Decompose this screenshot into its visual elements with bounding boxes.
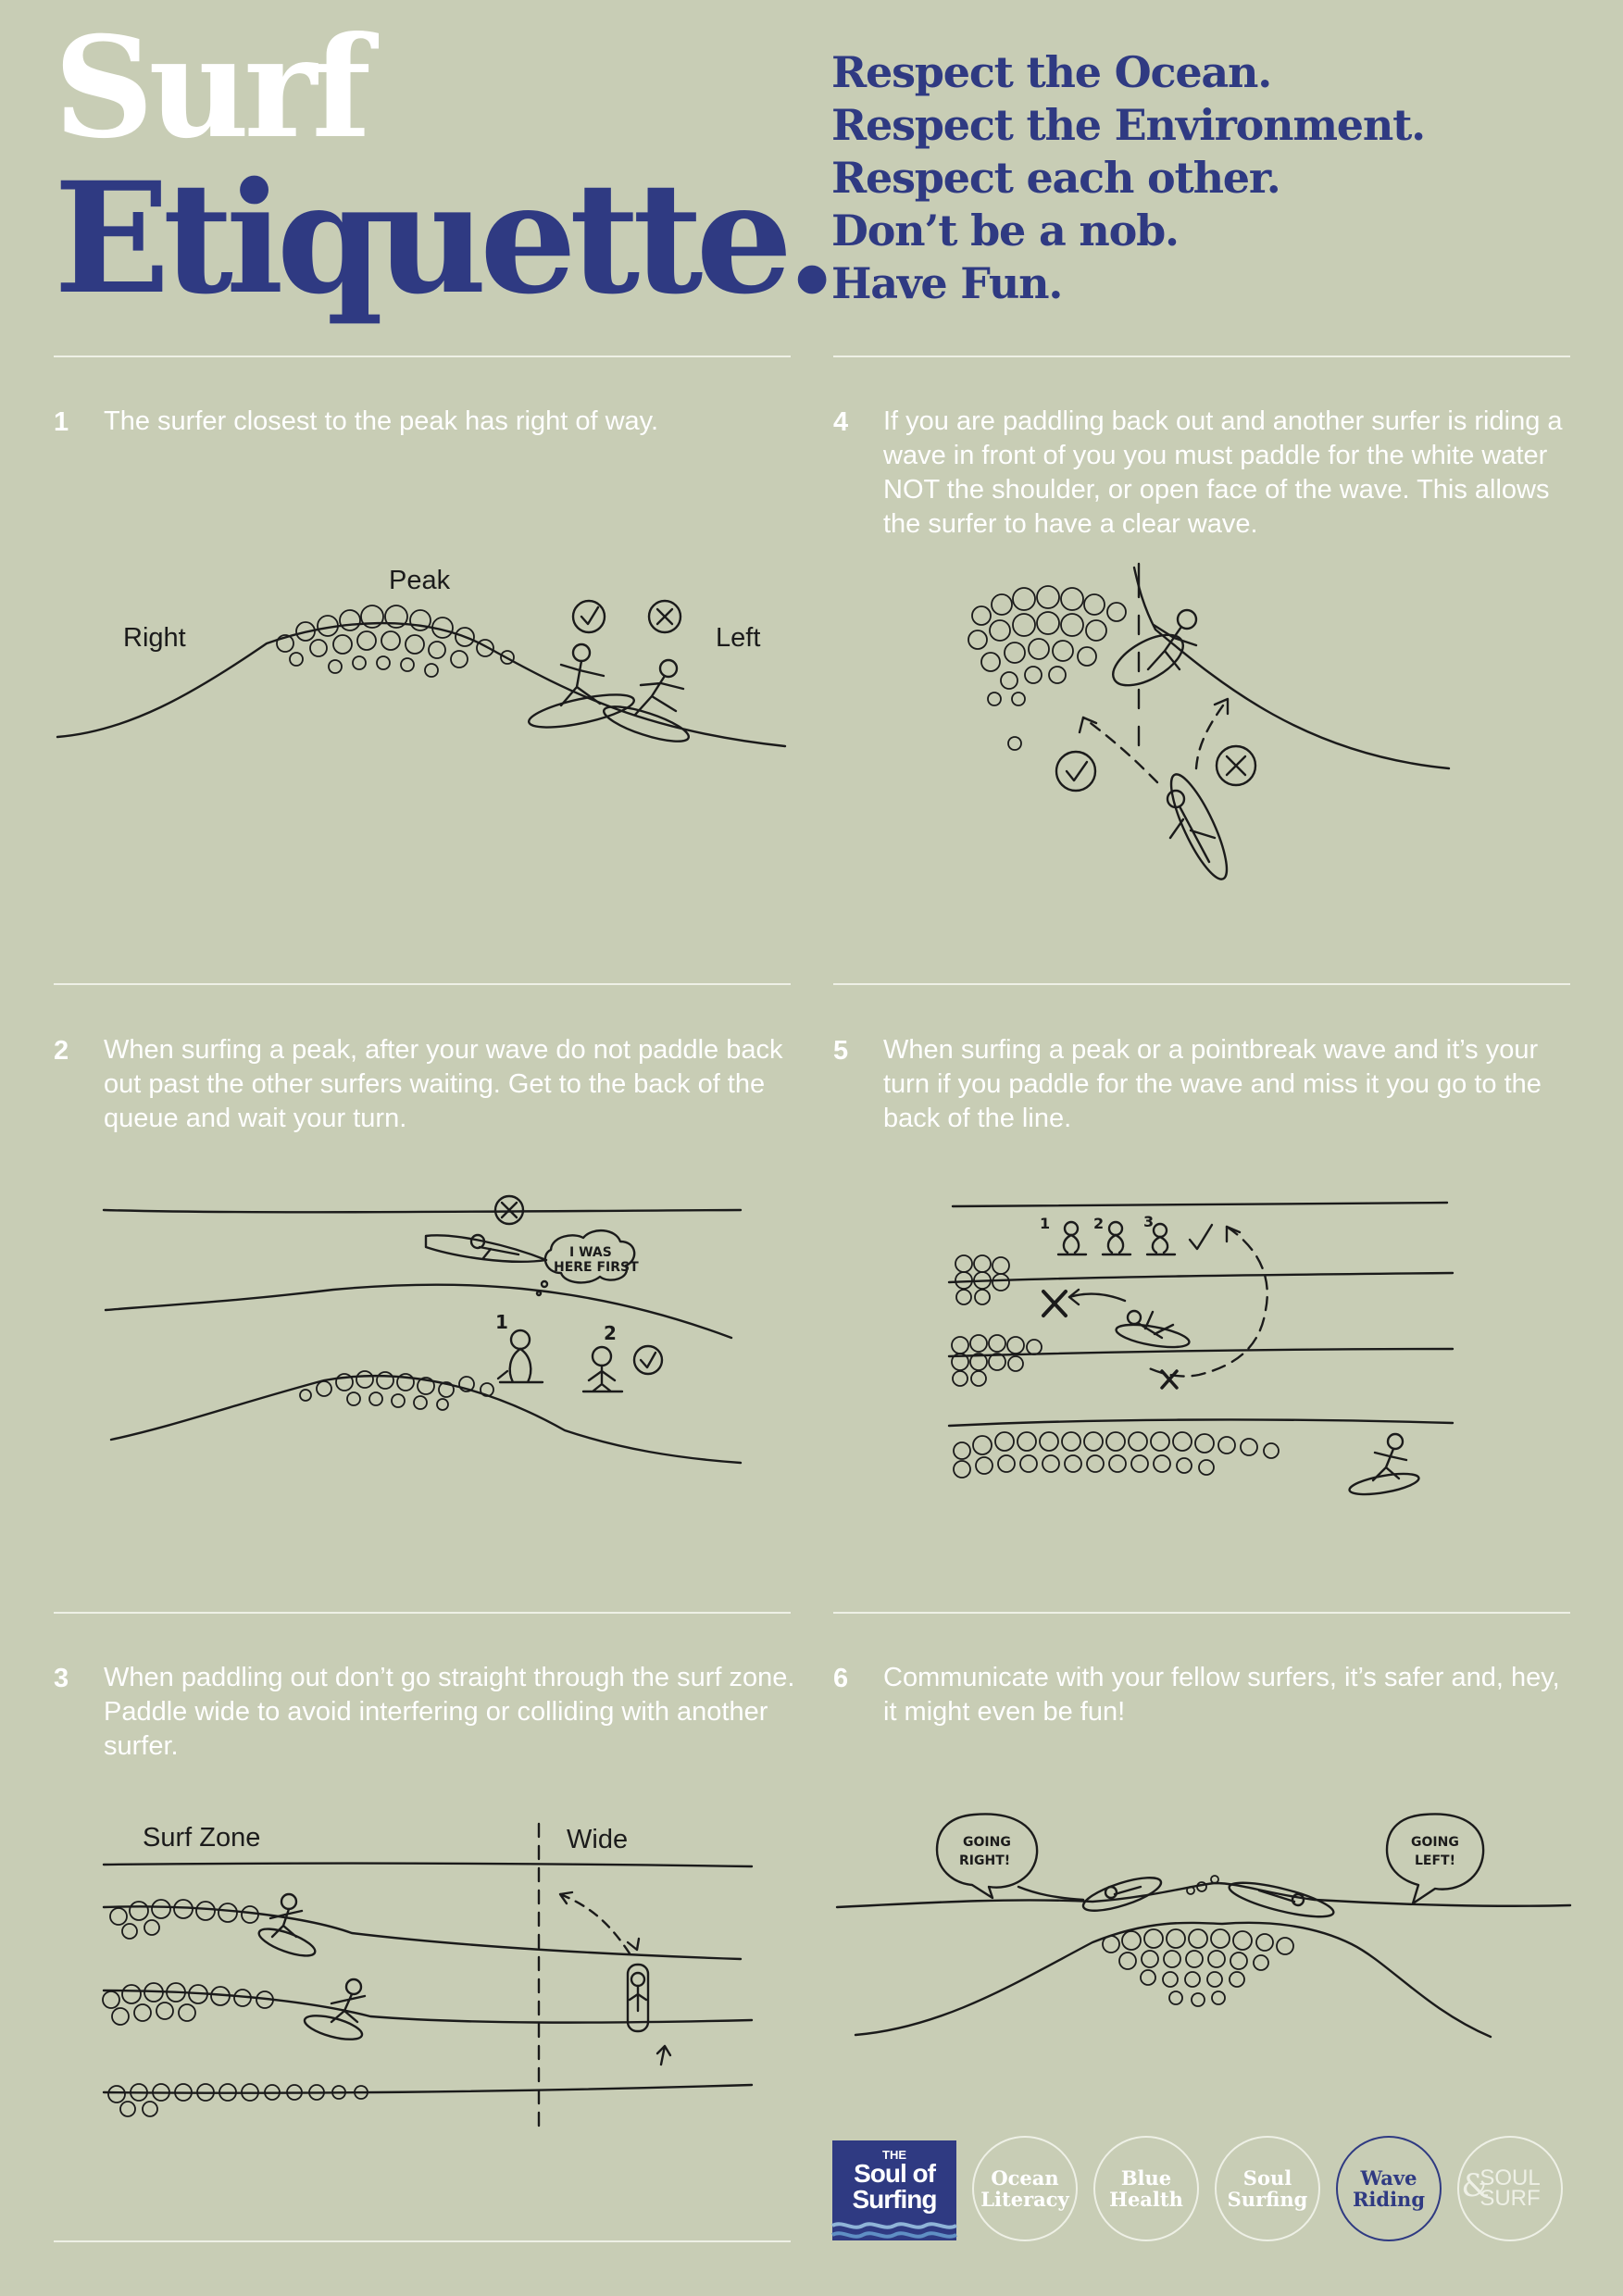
rule-number: 5 bbox=[833, 1036, 849, 1066]
divider bbox=[833, 1612, 1570, 1614]
badge-label: SOUL bbox=[1479, 2165, 1541, 2190]
illustration-rule-3 bbox=[93, 1815, 759, 2166]
badge-label: Wave bbox=[1360, 2166, 1417, 2190]
divider bbox=[54, 2240, 791, 2242]
motto: Respect the Ocean. bbox=[831, 47, 1272, 97]
queue-number: 3 bbox=[1143, 1213, 1155, 1230]
logo-line: Soul of bbox=[854, 2159, 935, 2188]
speech-bubble-left bbox=[937, 1814, 1083, 1900]
logo-line: Surfing bbox=[852, 2185, 937, 2214]
rule-text: If you are paddling back out and another surfer is riding a wave in front of you you must paddle for the white water NOT the shoulder, or open face of the wave. This allows the surfer to have a clear wave. bbox=[883, 406, 1563, 539]
illustration-rule-2 bbox=[102, 1190, 750, 1486]
cross-icon bbox=[1043, 1292, 1066, 1316]
cross-icon bbox=[1162, 1371, 1177, 1388]
whitewater-foam-middle bbox=[952, 1335, 1042, 1386]
rule-number: 4 bbox=[833, 407, 849, 437]
motto: Don’t be a nob. bbox=[831, 206, 1179, 256]
illustration-rule-5 bbox=[940, 1190, 1467, 1504]
badge-label: Ocean bbox=[991, 2166, 1059, 2190]
waiting-surfer-2 bbox=[583, 1347, 622, 1391]
label-right: Right bbox=[123, 623, 186, 653]
bubble-text: GOING bbox=[1411, 1835, 1459, 1850]
rule-text: When paddling out don’t go straight through the surf zone. Paddle wide to avoid interfering or colliding with another surfer. bbox=[104, 1663, 795, 1761]
motto-list bbox=[831, 46, 1591, 310]
speech-bubble-right bbox=[1387, 1814, 1483, 1903]
logo-name bbox=[832, 2161, 956, 2213]
title-surf: Surf bbox=[54, 6, 366, 169]
tick-icon bbox=[573, 601, 605, 632]
badge-wave-riding[interactable] bbox=[1336, 2136, 1442, 2241]
divider bbox=[54, 1612, 791, 1614]
rule-number: 2 bbox=[54, 1036, 69, 1066]
rule-text: When surfing a peak or a pointbreak wave and it’s your turn if you paddle for the wave and miss it you go to the back of the line. bbox=[883, 1035, 1542, 1133]
title-etiquette: Etiquette. bbox=[54, 148, 831, 328]
whitewater-foam-bottom bbox=[954, 1432, 1279, 1478]
label-left: Left bbox=[716, 623, 761, 653]
bubble-text: LEFT! bbox=[1415, 1853, 1455, 1868]
badge-ampersand: & bbox=[1461, 2167, 1490, 2204]
label-wide: Wide bbox=[567, 1825, 629, 1854]
badge-label: Surfing bbox=[1227, 2188, 1308, 2211]
rule-number: 1 bbox=[54, 407, 69, 437]
tick-icon bbox=[1056, 752, 1095, 791]
paddling-surfer bbox=[1161, 768, 1236, 885]
queue-number: 1 bbox=[1040, 1215, 1051, 1232]
whitewater-foam-2 bbox=[103, 1983, 273, 2025]
illustration-rule-6 bbox=[833, 1805, 1574, 2055]
whitewater-foam-3 bbox=[108, 2084, 368, 2116]
whitewater-foam bbox=[277, 605, 514, 677]
badge-label: Literacy bbox=[980, 2188, 1069, 2211]
illustration-rule-1 bbox=[54, 555, 794, 796]
surfer-dropping-in bbox=[601, 660, 693, 748]
waiting-surfer-1 bbox=[498, 1330, 543, 1382]
divider bbox=[833, 356, 1570, 357]
tick-icon bbox=[634, 1346, 662, 1374]
badge-blue-health[interactable] bbox=[1093, 2136, 1199, 2241]
whitewater-foam bbox=[968, 586, 1126, 750]
badge-label: SURF bbox=[1479, 2186, 1541, 2211]
badge-label: Health bbox=[1109, 2188, 1183, 2211]
missed-surfer bbox=[1115, 1311, 1191, 1352]
surfer-in-zone-1 bbox=[256, 1894, 318, 1961]
badge-soul-and-surf[interactable] bbox=[1457, 2136, 1563, 2241]
rule-number: 6 bbox=[833, 1664, 849, 1693]
surfer-left-board bbox=[1080, 1871, 1164, 1917]
badge-label: Blue bbox=[1120, 2166, 1172, 2190]
queue-number: 2 bbox=[1093, 1215, 1105, 1232]
motto: Have Fun. bbox=[831, 258, 1063, 308]
divider bbox=[54, 356, 791, 357]
tick-icon bbox=[1190, 1225, 1212, 1249]
soul-of-surfing-logo[interactable] bbox=[832, 2140, 956, 2240]
motto: Respect each other. bbox=[831, 153, 1280, 203]
thought-bubble bbox=[537, 1230, 639, 1295]
bubble-text: I WAS bbox=[569, 1245, 612, 1260]
divider bbox=[833, 983, 1570, 985]
badge-ocean-literacy[interactable] bbox=[972, 2136, 1078, 2241]
badge-label: Soul bbox=[1242, 2166, 1292, 2190]
surfer-closest bbox=[527, 644, 637, 734]
rule-number: 3 bbox=[54, 1664, 69, 1693]
queue-number: 1 bbox=[495, 1311, 508, 1333]
motto: Respect the Environment. bbox=[831, 100, 1425, 150]
divider bbox=[54, 983, 791, 985]
badge-soul-surfing[interactable] bbox=[1215, 2136, 1320, 2241]
queue-surfers bbox=[1058, 1222, 1175, 1254]
illustration-rule-4 bbox=[954, 560, 1454, 903]
rule-text: When surfing a peak, after your wave do not paddle back out past the other surfers waiting. Get to the back of the queue and wait your turn. bbox=[104, 1035, 783, 1133]
label-peak: Peak bbox=[389, 566, 451, 595]
surfer-riding-pointbreak bbox=[1348, 1434, 1420, 1498]
bubble-text: GOING bbox=[963, 1835, 1011, 1850]
surfer-paddling-past bbox=[426, 1235, 546, 1262]
rule-text: Communicate with your fellow surfers, it’s safer and, hey, it might even be fun! bbox=[883, 1663, 1560, 1727]
logo-waves-icon bbox=[832, 2220, 956, 2240]
bubble-text: RIGHT! bbox=[959, 1853, 1011, 1868]
badge-label: Riding bbox=[1352, 2188, 1426, 2211]
queue-number: 2 bbox=[604, 1322, 617, 1344]
whitewater-foam bbox=[1103, 1876, 1293, 2006]
bubble-text: HERE FIRST bbox=[554, 1260, 639, 1275]
label-surf-zone: Surf Zone bbox=[143, 1823, 261, 1853]
rule-text: The surfer closest to the peak has right of way. bbox=[104, 406, 659, 436]
logo-the: THE bbox=[882, 2148, 906, 2162]
